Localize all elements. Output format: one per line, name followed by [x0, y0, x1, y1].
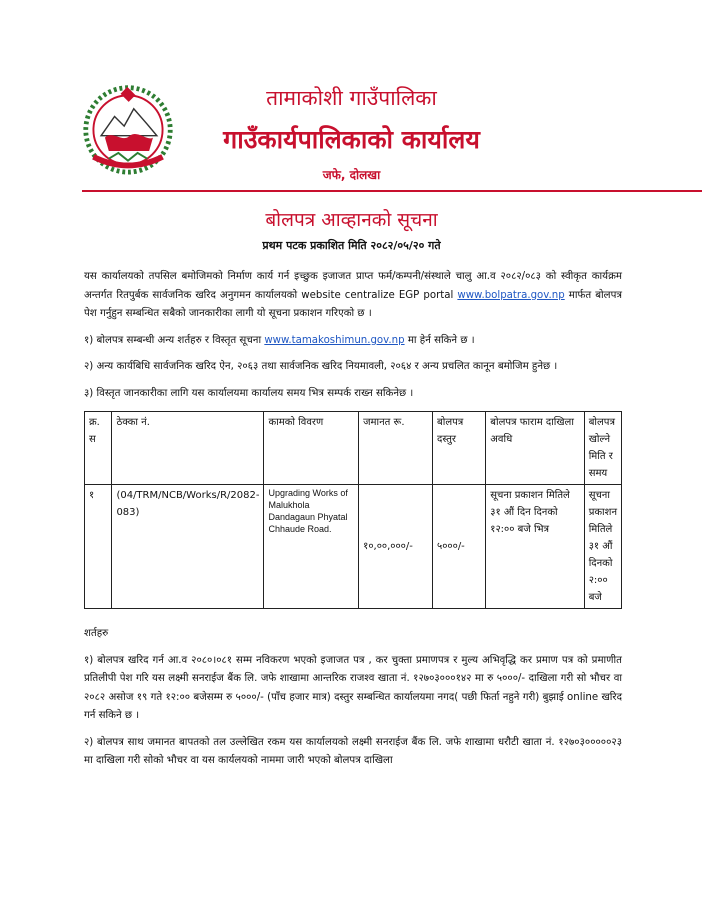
- point-1-text-b: मा हेर्न सकिने छ ।: [404, 334, 475, 346]
- condition-1: १) बोलपत्र खरिद गर्न आ.व २०८०।०८१ सम्म नविकरण भएको इजाजत पत्र , कर चुक्ता प्रमाणपत्र र मुल्य अभिवृद्धि कर प्रमाण पत्र को प्रमाणीत प्रतिलीपी पेश गरि यस लक्ष्मी सनराईज बैंक लि. जफे शाखामा आन्तरिक राजश्व खाता नं. १२७०३०००१४२ मा रु ५०००/- दाखिला गरी सो भौचर वा २०८२ असोज १९ गते १२:०० बजेसम्म रु ५०००/- (पाँच हजार मात्र) दस्तुर सम्बन्धित कार्यालयमा नगद( पछी फिर्ता नहुने गरी) बुझाई online खरिद गर्न सकिने छ ।: [84, 654, 622, 721]
- notice-body: [84, 268, 622, 779]
- bolpatra-link[interactable]: www.bolpatra.gov.np: [457, 289, 565, 301]
- col-header-sn: क्र. स: [85, 412, 112, 485]
- publication-date: प्रथम पटक प्रकाशित मिति २०८२/०५/२० गते: [262, 239, 441, 252]
- point-3: ३) विस्तृत जानकारीका लागि यस कार्यालयमा कार्यालय समय भित्र सम्पर्क राख्न सकिनेछ ।: [84, 387, 414, 399]
- conditions-heading: शर्तहरु: [84, 628, 109, 639]
- intro-text-a: यस कार्यालयको तपसिल बमोजिमको निर्माण कार्य गर्न इच्छुक इजाजत प्राप्त फर्म/कम्पनी/संस्थाले चालु आ.व २०८२/०८३ को स्वीकृत कार्यक्रम अन्तर्गत रितपुर्बक सार्वजनिक खरिद अनुगमन कार्यालयको website centralize EGP portal: [84, 271, 622, 301]
- col-header-submission: बोलपत्र फाराम दाखिला अवधि: [486, 412, 584, 485]
- cell-contract-no: (04/TRM/NCB/Works/R/2082-083): [112, 485, 264, 609]
- intro-paragraph: [84, 268, 622, 324]
- cell-fee: ५०००/-: [433, 485, 486, 609]
- condition-2: २) बोलपत्र साथ जमानत बापतको तल उल्लेखित रकम यस कार्यालयको लक्ष्मी सनराईज बैंक लि. जफे शाखामा धरौटी खाता नं. १२७०३०००००२३ मा दाखिला गरी सोको भौचर वा यस कार्यलयको नाममा जारी भएको बोलपत्र दाखिला: [84, 736, 622, 766]
- municipality-website-link[interactable]: www.tamakoshimun.gov.np: [264, 334, 405, 346]
- office-name: गाउँकार्यपालिकाको कार्यालय: [223, 125, 480, 154]
- table-row: [85, 485, 622, 609]
- cell-opening: सूचना प्रकाशन मितिले ३१ औं दिनको २:०० बजे: [584, 485, 621, 609]
- office-address: जफे, दोलखा: [322, 168, 381, 182]
- col-header-opening: बोलपत्र खोल्ने मिति र समय: [584, 412, 621, 485]
- cell-submission: सूचना प्रकाशन मितिले ३१ औं दिन दिनको १२:०० बजे भित्र: [486, 485, 584, 609]
- col-header-contract-no: ठेक्का नं.: [112, 412, 264, 485]
- municipality-name: तामाकोशी गाउँपालिका: [266, 86, 437, 110]
- cell-sn: १: [85, 485, 112, 609]
- point-1: [84, 332, 622, 351]
- cell-description: Upgrading Works of Malukhola Dandagaun Phyatal Chhaude Road.: [264, 485, 359, 609]
- intro-text-b: मार्फत बोलपत्र पेश गर्नुहुन सम्बन्धित सबैको जानकारीका लागी यो सूचना प्रकाशन गरिएको छ ।: [84, 289, 622, 319]
- table-header-row: [85, 412, 622, 485]
- point-1-text-a: १) बोलपत्र सम्बन्धी अन्य शर्तहरु र विस्तृत सूचना: [84, 334, 265, 346]
- cell-security: १०,००,०००/-: [359, 485, 433, 609]
- col-header-fee: बोलपत्र दस्तुर: [433, 412, 486, 485]
- tender-table: [84, 411, 622, 609]
- col-header-description: कामको विवरण: [264, 412, 359, 485]
- header-divider: [82, 190, 702, 192]
- point-2: २) अन्य कार्यबिधि सार्वजनिक खरिद ऐन, २०६३ तथा सार्वजनिक खरिद नियमावली, २०६४ र अन्य प्रचलित कानून बमोजिम हुनेछ ।: [84, 361, 558, 372]
- col-header-security: जमानत रू.: [359, 412, 433, 485]
- notice-title: बोलपत्र आव्हानको सूचना: [265, 209, 438, 231]
